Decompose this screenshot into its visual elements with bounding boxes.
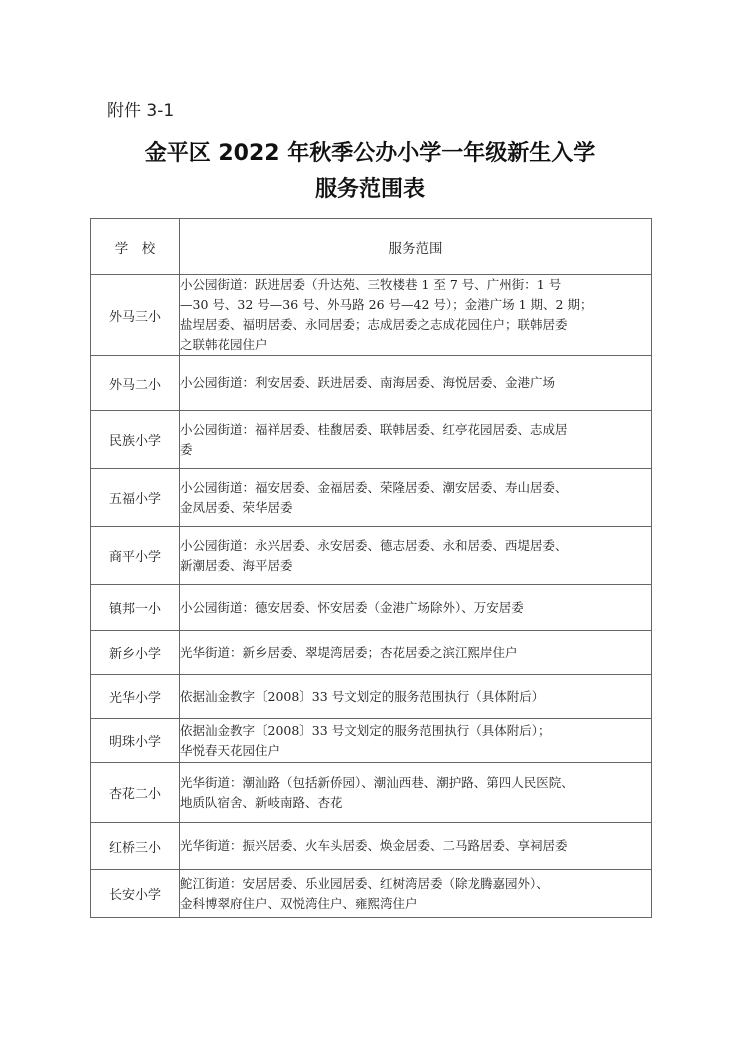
service-area-cell (180, 411, 652, 469)
service-area-line: 地质队宿舍、新岐南路、杏花 (180, 794, 343, 810)
table-row (91, 469, 652, 527)
table-row (91, 763, 652, 823)
school-name: 民族小学 (91, 411, 180, 469)
service-area-line: 依据汕金教字〔2008〕33 号文划定的服务范围执行（具体附后）； (180, 722, 551, 738)
attachment-label: 附件 3-1 (107, 101, 175, 121)
school-name: 长安小学 (91, 870, 180, 918)
service-area-line: 鮀江街道：安居居委、乐业园居委、红树湾居委（除龙腾嘉园外）、 (180, 875, 549, 891)
table-row (91, 870, 652, 918)
service-area-cell (180, 763, 652, 823)
service-area-cell (180, 527, 652, 585)
service-area-line: 盐埕居委、福明居委、永同居委；志成居委之志成花园住户；联韩居委 (180, 317, 568, 332)
service-area-line: 小公园街道：福祥居委、桂馥居委、联韩居委、红亭花园居委、志成居 (180, 421, 568, 437)
table-row (91, 675, 652, 719)
service-area-cell (180, 275, 652, 356)
school-name: 杏花二小 (91, 763, 180, 823)
table-row (91, 719, 652, 763)
service-area-line: 华悦春天花园住户 (180, 742, 281, 758)
school-name: 明珠小学 (91, 719, 180, 763)
school-name: 新乡小学 (91, 631, 180, 675)
header-service-area: 服务范围 (180, 219, 652, 275)
service-area-line: 小公园街道：福安居委、金福居委、荣隆居委、潮安居委、寿山居委、 (180, 479, 568, 495)
service-area-line: 之联韩花园住户 (180, 337, 268, 352)
document-title: 金平区 2022 年秋季公办小学一年级新生入学 (144, 141, 596, 166)
header-school: 学 校 (91, 219, 180, 275)
table-row (91, 527, 652, 585)
document-subtitle: 服务范围表 (314, 177, 425, 202)
service-area-line: 光华街道：振兴居委、火车头居委、焕金居委、二马路居委、享祠居委 (180, 838, 568, 853)
service-area-cell (180, 870, 652, 918)
table-header-row (91, 219, 652, 275)
service-area-line: 金科博翠府住户、双悦湾住户、雍熙湾住户 (180, 895, 418, 911)
table-row (91, 823, 652, 870)
service-area-line: 依据汕金教字〔2008〕33 号文划定的服务范围执行（具体附后） (180, 688, 545, 704)
service-area-cell (180, 823, 652, 870)
service-area-line: 小公园街道：利安居委、跃进居委、南海居委、海悦居委、金港广场 (180, 375, 556, 390)
table-row (91, 631, 652, 675)
service-area-line: 光华街道：潮汕路（包括新侨园）、潮汕西巷、潮护路、第四人民医院、 (180, 774, 574, 790)
service-area-line: 委 (180, 441, 193, 457)
table-row (91, 585, 652, 631)
service-area-cell (180, 469, 652, 527)
service-area-table (90, 218, 652, 918)
school-name: 五福小学 (91, 469, 180, 527)
school-name: 商平小学 (91, 527, 180, 585)
table-row (91, 275, 652, 356)
service-area-line: 新潮居委、海平居委 (180, 557, 293, 573)
service-area-line: 小公园街道：永兴居委、永安居委、德志居委、永和居委、西堤居委、 (180, 537, 568, 553)
service-area-line: 小公园街道：德安居委、怀安居委（金港广场除外）、万安居委 (180, 599, 524, 615)
service-area-line: 金凤居委、荣华居委 (180, 499, 293, 515)
service-area-cell (180, 356, 652, 411)
service-area-cell (180, 719, 652, 763)
school-name: 红桥三小 (91, 823, 180, 870)
school-name: 外马二小 (91, 356, 180, 411)
service-area-cell (180, 675, 652, 719)
service-area-line: 光华街道：新乡居委、翠堤湾居委；杏花居委之滨江熙岸住户 (180, 644, 518, 660)
service-area-line: 小公园街道：跃进居委（升达苑、三牧楼巷 1 至 7 号、广州街：1 号 (180, 277, 562, 292)
table-row (91, 356, 652, 411)
school-name: 光华小学 (91, 675, 180, 719)
school-name: 镇邦一小 (91, 585, 180, 631)
table-row (91, 411, 652, 469)
service-area-cell (180, 631, 652, 675)
service-area-line: —30 号、32 号—36 号、外马路 26 号—42 号）；金港广场 1 期、2 期； (180, 297, 593, 312)
school-name: 外马三小 (91, 275, 180, 356)
service-area-cell (180, 585, 652, 631)
